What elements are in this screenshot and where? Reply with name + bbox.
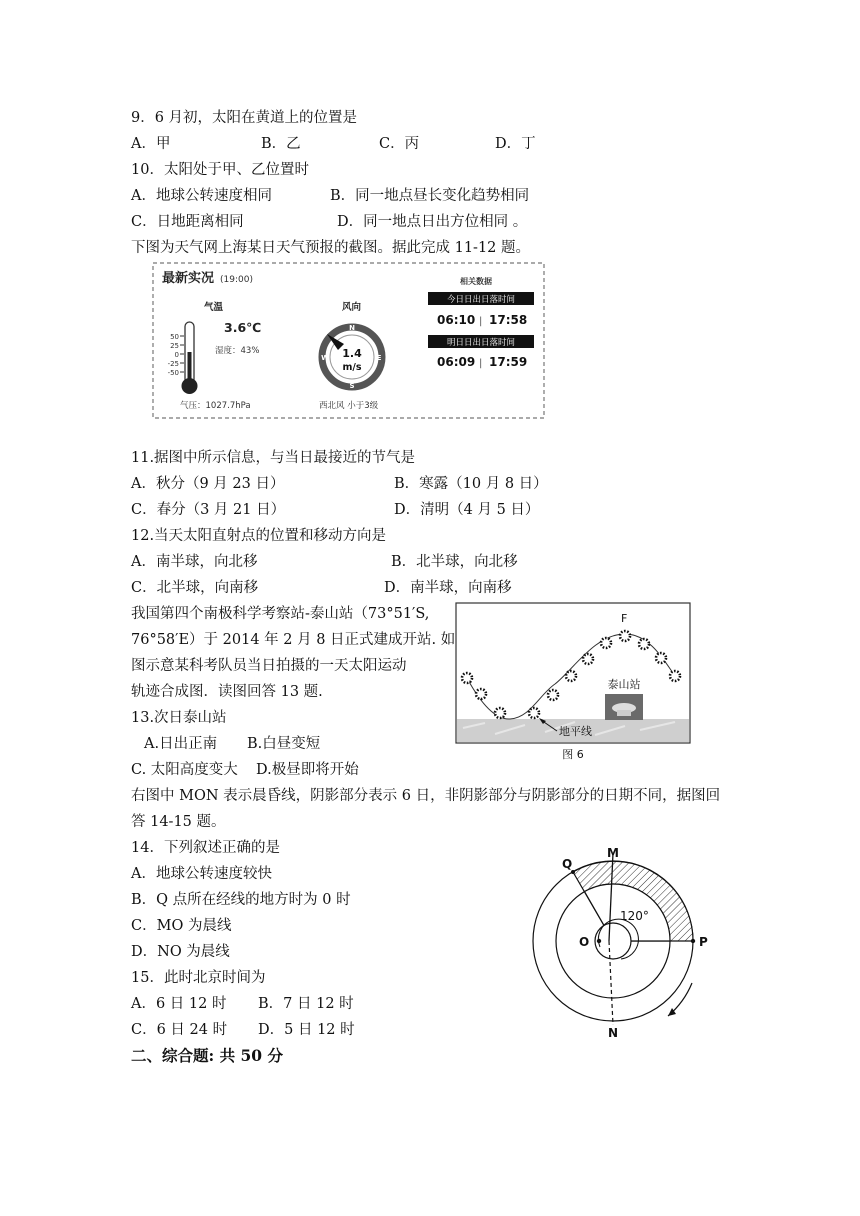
weather-time: (19:00) <box>220 275 253 285</box>
q11-option-b: B．寒露（10 月 8 日） <box>394 476 548 492</box>
label-f: F <box>621 612 628 625</box>
q15-option-d: D．5 日 12 时 <box>258 1022 355 1038</box>
figure-6-sun-path <box>455 602 693 764</box>
q13-option-a: A.日出正南 <box>144 736 218 752</box>
related-label: 相关数据 <box>460 277 492 286</box>
pressure: 气压：1027.7hPa <box>180 401 251 411</box>
intro-11-12: 下图为天气网上海某日天气预报的截图。据此完成 11-12 题。 <box>131 240 531 256</box>
wind-unit: m/s <box>342 362 362 373</box>
polar-diagram <box>524 840 724 1045</box>
q12-option-b: B．北半球，向北移 <box>391 554 518 570</box>
q12-option-c: C．北半球，向南移 <box>131 580 259 596</box>
q11-option-c: C．春分（3 月 21 日） <box>131 502 286 518</box>
q14-option-b: B．Q 点所在经线的地方时为 0 时 <box>131 892 351 908</box>
scale-50: 50 <box>170 333 179 341</box>
compass-e: E <box>376 354 382 362</box>
q11-option-d: D．清明（4 月 5 日） <box>394 502 540 518</box>
humidity: 湿度：43% <box>215 346 260 356</box>
angle-label: 120° <box>620 909 649 923</box>
wind-speed: 1.4 <box>342 347 362 360</box>
intro-13-line-3: 图示意某科考队员当日拍摄的一天太阳运动 <box>131 658 407 674</box>
q13-option-b: B.白昼变短 <box>247 736 321 752</box>
today-set: 17:58 <box>489 313 528 327</box>
q13-option-d: D.极昼即将开始 <box>256 762 359 778</box>
scale-minus-50: -50 <box>167 369 179 377</box>
today-rise: 06:10 <box>437 313 476 327</box>
q15-option-b: B．7 日 12 时 <box>258 996 354 1012</box>
weather-title: 最新实况 <box>162 271 215 286</box>
q10-option-a: A．地球公转速度相同 <box>131 188 272 204</box>
intro-13-line-2: 76°58′E）于 2014 年 2 月 8 日正式建成开站. 如 <box>131 632 456 648</box>
intro-14-15-line-1: 右图中 MON 表示晨昏线，阴影部分表示 6 日，非阴影部分与阴影部分的日期不同，据图回 <box>131 788 721 804</box>
q14-option-d: D．NO 为晨线 <box>131 944 230 960</box>
wind-desc: 西北风 小于3级 <box>319 401 379 411</box>
wind-label: 风向 <box>342 302 362 313</box>
q11-option-a: A．秋分（9 月 23 日） <box>131 476 285 492</box>
scale-25: 25 <box>170 342 179 350</box>
weather-figure <box>152 262 545 420</box>
scale-0: 0 <box>174 351 179 359</box>
compass-n: N <box>349 324 355 332</box>
scale-minus-25: -25 <box>167 360 179 368</box>
label-m: M <box>607 846 619 860</box>
q14-option-a: A．地球公转速度较快 <box>131 866 272 882</box>
temp-label: 气温 <box>204 302 224 313</box>
figure-caption: 图 6 <box>562 748 584 761</box>
q13-option-c: C. 太阳高度变大 <box>131 762 238 778</box>
tomorrow-set: 17:59 <box>489 355 528 369</box>
tomorrow-rise: 06:09 <box>437 355 476 369</box>
q9-option-b: B．乙 <box>261 136 301 152</box>
q10-option-c: C．日地距离相同 <box>131 214 244 230</box>
q13-stem: 13.次日泰山站 <box>131 710 227 726</box>
compass-s: S <box>349 382 355 390</box>
q12-stem: 12.当天太阳直射点的位置和移动方向是 <box>131 528 387 544</box>
compass-w: W <box>321 354 329 362</box>
intro-13-line-1: 我国第四个南极科学考察站-泰山站（73°51′S, <box>131 606 430 622</box>
q10-option-b: B．同一地点昼长变化趋势相同 <box>330 188 530 204</box>
q14-option-c: C．MO 为晨线 <box>131 918 232 934</box>
temp-value: 3.6℃ <box>224 320 262 335</box>
q10-option-d: D．同一地点日出方位相同 。 <box>337 214 528 230</box>
tomorrow-sep: | <box>479 358 483 369</box>
q15-stem: 15．此时北京时间为 <box>131 970 266 986</box>
q15-option-c: C．6 日 24 时 <box>131 1022 228 1038</box>
intro-14-15-line-2: 答 14-15 题。 <box>131 814 226 830</box>
q10-stem: 10．太阳处于甲、乙位置时 <box>131 162 309 178</box>
q12-option-a: A．南半球，向北移 <box>131 554 258 570</box>
q14-stem: 14．下列叙述正确的是 <box>131 840 280 856</box>
q9-option-d: D．丁 <box>495 136 536 152</box>
q15-option-a: A．6 日 12 时 <box>131 996 227 1012</box>
q9-option-c: C．丙 <box>379 136 420 152</box>
q9-stem: 9．6 月初，太阳在黄道上的位置是 <box>131 110 358 126</box>
section-2-heading: 二、综合题: 共 50 分 <box>131 1046 283 1065</box>
label-q: Q <box>562 857 573 871</box>
q12-option-d: D．南半球，向南移 <box>384 580 512 596</box>
today-sep: | <box>479 316 483 327</box>
label-n: N <box>608 1026 619 1040</box>
station-label: 泰山站 <box>607 678 641 691</box>
station-photo <box>605 694 643 720</box>
q11-stem: 11.据图中所示信息，与当日最接近的节气是 <box>131 450 416 466</box>
q9-option-a: A．甲 <box>131 136 171 152</box>
intro-13-line-4: 轨迹合成图．读图回答 13 题. <box>131 684 323 700</box>
horizon-label: 地平线 <box>559 725 592 738</box>
label-p: P <box>699 935 708 949</box>
tomorrow-label: 明日日出日落时间 <box>446 338 516 348</box>
label-o: O <box>579 935 590 949</box>
today-label: 今日日出日落时间 <box>446 295 516 305</box>
